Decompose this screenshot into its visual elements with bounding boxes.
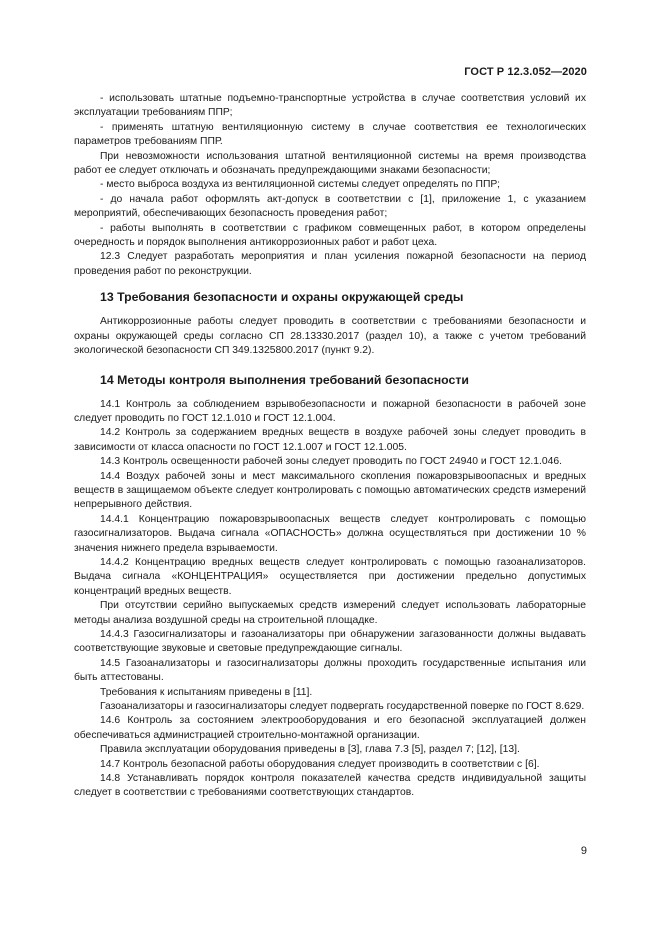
paragraph: 14.6 Контроль за состоянием электрооборудования и его безопасной эксплуатацией должен обеспечиваться администрацией строительно-монтажной организации. — [74, 715, 586, 741]
paragraph: При отсутствии серийно выпускаемых средств измерений следует использовать лабораторные методы анализа воздушной среды на строительной площадке. — [74, 600, 586, 626]
paragraph: При невозможности использования штатной вентиляционной системы на время производства работ ее следует отключать и обозначать предупреждающими знаками безопасности; — [74, 150, 586, 177]
section-13 — [74, 289, 586, 358]
section-heading: 13 Требования безопасности и охраны окружающей среды — [100, 290, 464, 305]
paragraph: Правила эксплуатации оборудования приведены в [3], глава 7.3 [5], раздел 7; [12], [13]. — [100, 744, 520, 756]
paragraph: 14.8 Устанавливать порядок контроля показателей качества средств индивидуальной защиты следует в соответствии с требованиями соответствующих стандартов. — [74, 773, 586, 799]
paragraph: 14.4 Воздух рабочей зоны и мест максимального скопления пожаровзрывоопасных и вредных веществ в защищаемом объекте следует контролировать с помощью автоматических средств измерений непрерывного действия. — [74, 470, 586, 511]
continuation-block — [74, 92, 586, 279]
paragraph: 12.3 Следует разработать мероприятия и план усиления пожарной безопасности на период проведения работ по реконструкции. — [74, 251, 586, 277]
paragraph: - работы выполнять в соответствии с графиком совмещенных работ, в котором определены очередность и порядок выполнения антикоррозионных работ и работ цеха. — [74, 222, 586, 249]
paragraph: - применять штатную вентиляционную систему в случае соответствия ее технологических параметров требованиям ППР. — [74, 121, 586, 148]
paragraph: 14.3 Контроль освещенности рабочей зоны следует проводить по ГОСТ 24940 и ГОСТ 12.1.046. — [100, 456, 562, 468]
section-14 — [74, 372, 586, 801]
page-content — [74, 92, 586, 801]
paragraph: 14.1 Контроль за соблюдением взрывобезопасности и пожарной безопасности в рабочей зоне следует проводить по ГОСТ 12.1.010 и ГОСТ 12.1.004. — [74, 398, 586, 424]
paragraph: 14.4.2 Концентрацию вредных веществ следует контролировать с помощью газоанализаторов. Выдача сигнала «КОНЦЕНТРАЦИЯ» осуществляется при достижении предельно допустимых концентраций вредных веществ. — [74, 556, 586, 597]
paragraph: 14.4.3 Газосигнализаторы и газоанализаторы при обнаружении загазованности должны выдавать соответствующие звуковые и световые предупреждающие сигналы. — [74, 629, 586, 655]
section-heading: 14 Методы контроля выполнения требований безопасности — [100, 372, 469, 387]
paragraph: - до начала работ оформлять акт-допуск в соответствии с [1], приложение 1, с указанием мероприятий, обеспечивающих безопасность проведения работ; — [74, 193, 586, 220]
paragraph: Газоанализаторы и газосигнализаторы следует подвергать государственной поверке по ГОСТ 8.629. — [100, 701, 585, 713]
paragraph: 14.4.1 Концентрацию пожаровзрывоопасных веществ следует контролировать с помощью газосигнализаторов. Выдача сигнала «ОПАСНОСТЬ» должна осуществляться при достижении 10 % значения нижнего предела взрываемости. — [74, 513, 586, 554]
paragraph: 14.2 Контроль за содержанием вредных веществ в воздухе рабочей зоны следует проводить в зависимости от класса опасности по ГОСТ 12.1.007 и ГОСТ 12.1.005. — [74, 427, 586, 453]
paragraph: Требования к испытаниям приведены в [11]. — [100, 686, 313, 698]
paragraph: - использовать штатные подъемно-транспортные устройства в случае соответствия условий их эксплуатации требованиям ППР; — [74, 93, 586, 119]
document-code: ГОСТ Р 12.3.052—2020 — [464, 66, 587, 78]
paragraph: Антикоррозионные работы следует проводить в соответствии с требованиями безопасности и охраны окружающей среды согласно СП 28.13330.2017 (раздел 10), а также с учетом требований экологической безопасности СП 349.1325800.2017 (пункт 9.2). — [74, 316, 586, 357]
paragraph: 14.7 Контроль безопасной работы оборудования следует производить в соответствии с [6]. — [100, 758, 540, 770]
page-number: 9 — [580, 845, 587, 857]
paragraph: - место выброса воздуха из вентиляционной системы следует определять по ППР; — [100, 179, 500, 191]
paragraph: 14.5 Газоанализаторы и газосигнализаторы должны проходить государственные испытания или быть аттестованы. — [74, 657, 586, 684]
